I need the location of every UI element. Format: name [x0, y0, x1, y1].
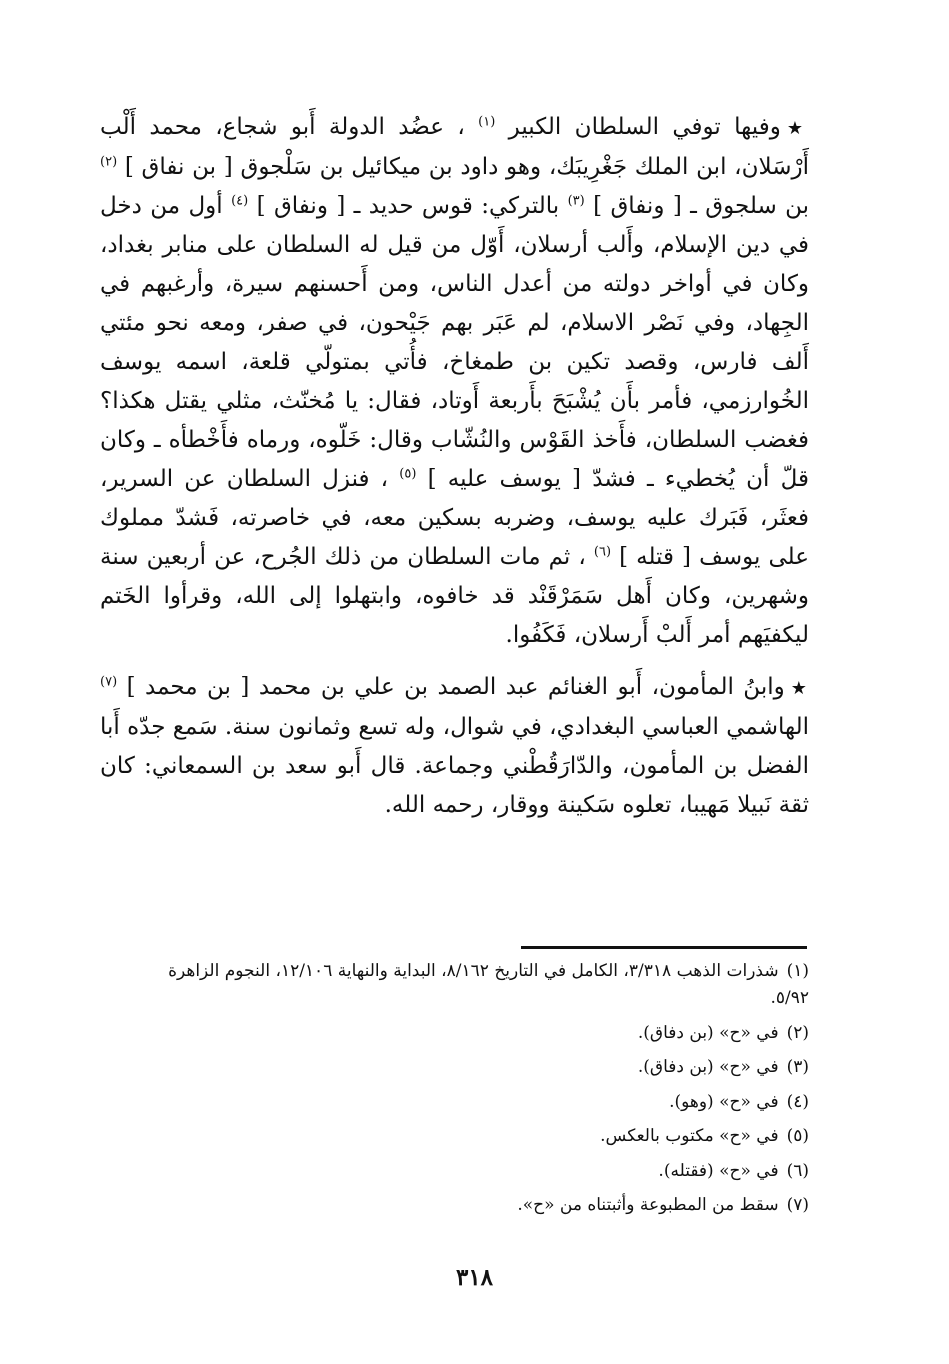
star-icon: ★ — [790, 678, 810, 699]
footnote-text: في «ح» (وهو). — [669, 1091, 779, 1112]
entry-ibn-al-mamun — [100, 668, 809, 825]
text-segment: وابنُ المأمون، أَبو الغنائم عبد الصمد بن علي بن محمد [ بن محمد ] — [126, 674, 785, 700]
footnote-item — [130, 1089, 809, 1116]
footnote-number: (٤) — [786, 1091, 809, 1112]
footnote-number: (٥) — [786, 1126, 809, 1146]
text-segment: الهاشمي العباسي البغدادي، في شوال، وله تسع وثمانون سنة. سَمع جدّه أَبا الفضل بن المأمون، والدّارَقُطْني وجماعة. قال أَبو سعد بن السمعاني: كان ثقة نَبيلا مَهيبا، تعلوه سَكينة ووقار، رحمه الله. — [100, 714, 809, 818]
footnote-text: في «ح» (بن دفاق). — [637, 1022, 779, 1043]
entry-sultan-alp-arslan — [100, 108, 809, 655]
footnote-text: في «ح» (بن دفاق). — [637, 1057, 779, 1077]
main-text — [100, 108, 809, 825]
text-segment: أول من دخل في دين الإسلام، وأَلب أرسلان، أَوّل من قيل له السلطان على منابر بغداد، وكان في أواخر دولته من أعدل الناس، ومن أَحسنهم سيرة، وأرغبهم في الجِهاد، وفي نَصْر الاسلام، لم عَبَر بهم جَيْحون، في صفر، ومعه نحو مئتي أَلف فارس، وقصد تكين بن طمغاخ، فأُتي بمتولّي قلعة، اسمه يوسف الخُوارزمي، فأمر بأَن يُشْبَحَ بأَربعة أَوتاد، فقال: يا مُخنّث، مثلي يقتل هكذا؟ فغضب السلطان، فأَخذ القَوْس والنُشّاب وقال: خَلّوه، ورماه فأَخْطأه ـ وكان قلّ أن يُخطيء ـ فشدّ [ يوسف عليه ] — [100, 193, 810, 492]
footnote-item — [130, 1020, 809, 1047]
footnote-text: في «ح» (فقتله). — [658, 1160, 779, 1181]
footnote-item — [130, 1054, 809, 1081]
text-segment: ، ثم مات السلطان من ذلك الجُرح، عن أربعين سنة وشهرين، وكان أَهل سَمَرْقَنْد قد خافوه، وابتهلوا إلى الله، وقرأوا الخَتم ليكفيَهم أمر أَلبْ أَرسلان، فَكَفُوا. — [100, 544, 809, 648]
footnote-item — [130, 958, 809, 1012]
footnote-number: (١) — [786, 961, 809, 981]
text-segment: بالتركي: قوس حديد ـ [ ونفاق ] — [256, 193, 560, 219]
footnote-ref[interactable]: (٧) — [100, 674, 118, 690]
footnote-number: (٧) — [786, 1195, 809, 1215]
footnote-number: (٣) — [786, 1057, 809, 1077]
footnote-ref[interactable]: (٤) — [231, 193, 249, 209]
footnote-number: (٢) — [786, 1022, 809, 1043]
star-icon: ★ — [786, 118, 810, 139]
footnote-text: شذرات الذهب ٣/٣١٨، الكامل في التاريخ ٨/١٦٢، البداية والنهاية ١٢/١٠٦، النجوم الزاهرة ٥/٩٢. — [168, 961, 809, 1008]
footnote-number: (٦) — [786, 1160, 809, 1181]
footnote-ref[interactable]: (٦) — [593, 544, 612, 560]
footnote-item — [130, 1158, 809, 1185]
text-segment: ، عضُد الدولة أَبو شجاع، محمد أَلْب أَرْسَلان، ابن الملك جَغْرِيبَك، وهو داود بن ميكائيل بن سَلْجوق [ بن نفاق ] — [100, 114, 809, 180]
footnotes-list — [130, 958, 809, 1227]
page-number: ٣١٨ — [455, 1264, 494, 1291]
footnote-ref[interactable]: (٥) — [399, 466, 417, 482]
text-segment: وفيها توفي السلطان الكبير — [508, 114, 781, 140]
text-segment: ، فنزل السلطان عن السرير، فعثَر، فَبَرك عليه يوسف، وضربه بسكين معه، في خاصرته، فَشدّ مملوك على يوسف [ قتله ] — [100, 466, 810, 570]
text-segment: بن سلجوق ـ [ ونفاق ] — [593, 193, 810, 219]
footnote-text: سقط من المطبوعة وأثبتناه من «ح». — [517, 1195, 779, 1215]
footnote-ref[interactable]: (٢) — [100, 154, 118, 170]
footnote-item — [130, 1192, 809, 1219]
footnote-divider — [521, 946, 807, 949]
footnote-text: في «ح» مكتوب بالعكس. — [600, 1126, 779, 1146]
footnote-ref[interactable]: (١) — [478, 114, 496, 130]
footnote-item — [130, 1123, 809, 1150]
footnote-ref[interactable]: (٣) — [567, 193, 585, 209]
